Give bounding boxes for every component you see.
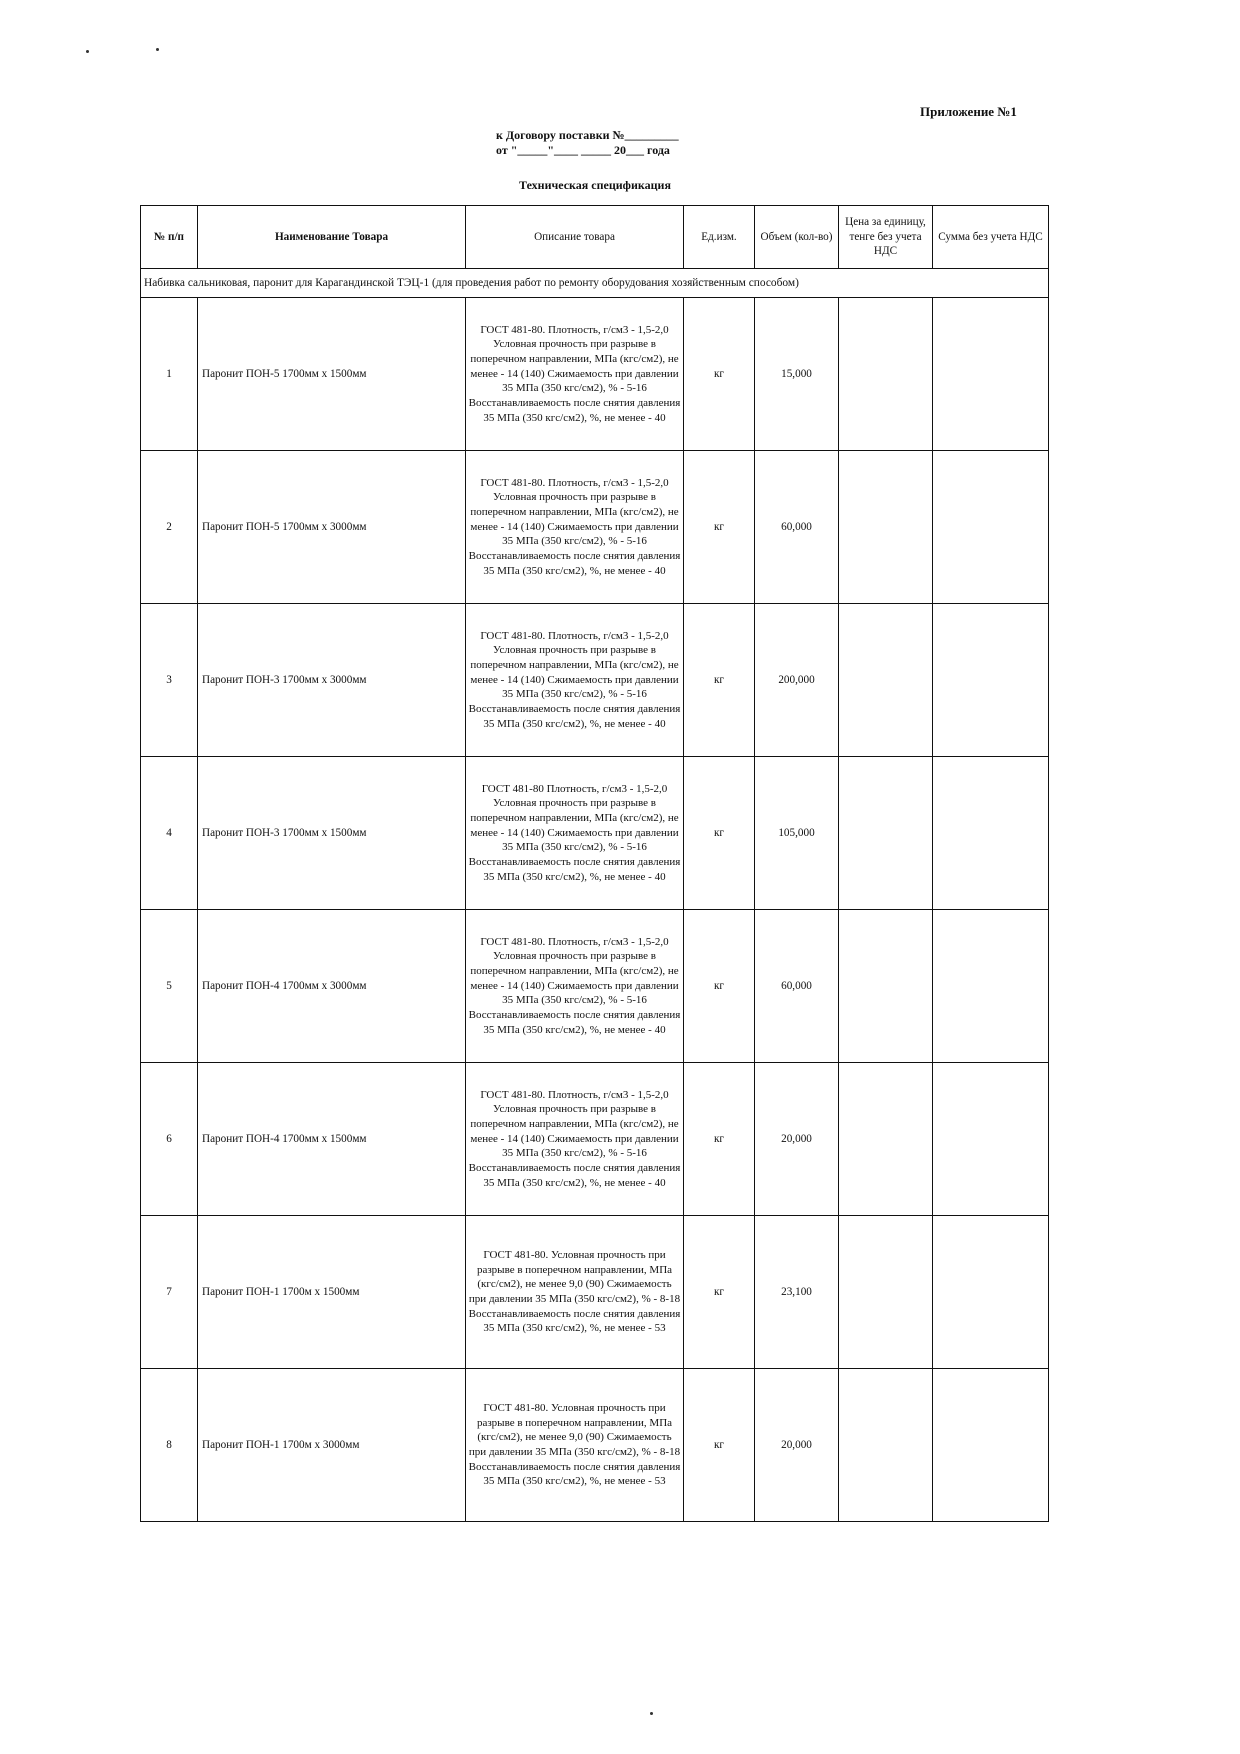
item-unit: кг: [684, 604, 755, 757]
item-sum: [933, 1063, 1049, 1216]
item-quantity: 20,000: [755, 1063, 839, 1216]
col-header-number: № п/п: [141, 206, 198, 269]
row-number: 6: [141, 1063, 198, 1216]
item-name: Паронит ПОН-4 1700мм x 3000мм: [198, 910, 466, 1063]
table-header-row: [141, 206, 1049, 269]
row-number: 8: [141, 1369, 198, 1522]
item-unit: кг: [684, 451, 755, 604]
item-description: ГОСТ 481-80. Условная прочность при разрыве в поперечном направлении, МПа (кгс/см2), не менее 9,0 (90) Сжимаемость при давлении 35 МПа (350 кгс/см2), % - 8-18 Восстанавливаемость после снятия давления 35 МПа (350 кгс/см2), %, не менее - 53: [466, 1216, 684, 1369]
contract-date-line: от "_____"____ _____ 20___ года: [496, 143, 670, 157]
item-unit-price: [839, 604, 933, 757]
item-name: Паронит ПОН-4 1700мм x 1500мм: [198, 1063, 466, 1216]
item-unit-price: [839, 298, 933, 451]
spec-title: Техническая спецификация: [519, 178, 671, 192]
item-unit-price: [839, 1063, 933, 1216]
row-number: 5: [141, 910, 198, 1063]
table-row: [141, 1369, 1049, 1522]
row-number: 1: [141, 298, 198, 451]
specification-table: [140, 205, 1049, 1522]
item-unit: кг: [684, 298, 755, 451]
item-description: ГОСТ 481-80. Плотность, г/см3 - 1,5-2,0 Условная прочность при разрыве в поперечном направлении, МПа (кгс/см2), не менее - 14 (140) Сжимаемость при давлении 35 МПа (350 кгс/см2), % - 5-16 Восстанавливаемость после снятия давления 35 МПа (350 кгс/см2), %, не менее - 40: [466, 298, 684, 451]
item-unit: кг: [684, 757, 755, 910]
row-number: 2: [141, 451, 198, 604]
item-description: ГОСТ 481-80. Плотность, г/см3 - 1,5-2,0 Условная прочность при разрыве в поперечном направлении, МПа (кгс/см2), не менее - 14 (140) Сжимаемость при давлении 35 МПа (350 кгс/см2), % - 5-16 Восстанавливаемость после снятия давления 35 МПа (350 кгс/см2), %, не менее - 40: [466, 1063, 684, 1216]
col-header-unit-price: Цена за единицу, тенге без учета НДС: [839, 206, 933, 269]
item-sum: [933, 1369, 1049, 1522]
item-description: ГОСТ 481-80 Плотность, г/см3 - 1,5-2,0 Условная прочность при разрыве в поперечном направлении, МПа (кгс/см2), не менее - 14 (140) Сжимаемость при давлении 35 МПа (350 кгс/см2), % - 5-16 Восстанавливаемость после снятия давления 35 МПа (350 кгс/см2), %, не менее - 40: [466, 757, 684, 910]
item-sum: [933, 757, 1049, 910]
table-row: [141, 1216, 1049, 1369]
item-sum: [933, 910, 1049, 1063]
item-quantity: 60,000: [755, 910, 839, 1063]
item-unit-price: [839, 910, 933, 1063]
scan-speck: [650, 1712, 653, 1715]
table-row: [141, 1063, 1049, 1216]
item-unit: кг: [684, 1063, 755, 1216]
row-number: 3: [141, 604, 198, 757]
item-unit-price: [839, 451, 933, 604]
item-unit-price: [839, 1369, 933, 1522]
scan-speck: [86, 50, 89, 53]
item-quantity: 23,100: [755, 1216, 839, 1369]
item-quantity: 60,000: [755, 451, 839, 604]
col-header-unit: Ед.изм.: [684, 206, 755, 269]
item-unit-price: [839, 1216, 933, 1369]
row-number: 4: [141, 757, 198, 910]
item-description: ГОСТ 481-80. Плотность, г/см3 - 1,5-2,0 Условная прочность при разрыве в поперечном направлении, МПа (кгс/см2), не менее - 14 (140) Сжимаемость при давлении 35 МПа (350 кгс/см2), % - 5-16 Восстанавливаемость после снятия давления 35 МПа (350 кгс/см2), %, не менее - 40: [466, 451, 684, 604]
table-row: [141, 298, 1049, 451]
item-description: ГОСТ 481-80. Плотность, г/см3 - 1,5-2,0 Условная прочность при разрыве в поперечном направлении, МПа (кгс/см2), не менее - 14 (140) Сжимаемость при давлении 35 МПа (350 кгс/см2), % - 5-16 Восстанавливаемость после снятия давления 35 МПа (350 кгс/см2), %, не менее - 40: [466, 910, 684, 1063]
col-header-sum: Сумма без учета НДС: [933, 206, 1049, 269]
item-quantity: 15,000: [755, 298, 839, 451]
col-header-description: Описание товара: [466, 206, 684, 269]
contract-reference: [496, 128, 679, 158]
table-row: [141, 451, 1049, 604]
item-description: ГОСТ 481-80. Условная прочность при разрыве в поперечном направлении, МПа (кгс/см2), не менее 9,0 (90) Сжимаемость при давлении 35 МПа (350 кгс/см2), % - 8-18 Восстанавливаемость после снятия давления 35 МПа (350 кгс/см2), %, не менее - 53: [466, 1369, 684, 1522]
col-header-quantity: Объем (кол-во): [755, 206, 839, 269]
col-header-name: Наименование Товара: [198, 206, 466, 269]
item-quantity: 105,000: [755, 757, 839, 910]
item-name: Паронит ПОН-1 1700м x 3000мм: [198, 1369, 466, 1522]
table-row: [141, 604, 1049, 757]
section-title: Набивка сальниковая, паронит для Карагандинской ТЭЦ-1 (для проведения работ по ремонту оборудования хозяйственным способом): [141, 269, 1049, 298]
item-unit: кг: [684, 1369, 755, 1522]
item-unit: кг: [684, 1216, 755, 1369]
item-name: Паронит ПОН-3 1700мм x 1500мм: [198, 757, 466, 910]
item-name: Паронит ПОН-5 1700мм x 1500мм: [198, 298, 466, 451]
appendix-label: Приложение №1: [920, 104, 1017, 119]
section-row: [141, 269, 1049, 298]
item-name: Паронит ПОН-5 1700мм x 3000мм: [198, 451, 466, 604]
item-quantity: 200,000: [755, 604, 839, 757]
item-unit-price: [839, 757, 933, 910]
item-name: Паронит ПОН-3 1700мм x 3000мм: [198, 604, 466, 757]
item-quantity: 20,000: [755, 1369, 839, 1522]
item-name: Паронит ПОН-1 1700м x 1500мм: [198, 1216, 466, 1369]
row-number: 7: [141, 1216, 198, 1369]
scan-speck: [156, 48, 159, 51]
item-unit: кг: [684, 910, 755, 1063]
item-sum: [933, 298, 1049, 451]
contract-number-line: к Договору поставки №_________: [496, 128, 679, 142]
item-sum: [933, 1216, 1049, 1369]
item-sum: [933, 451, 1049, 604]
table-row: [141, 910, 1049, 1063]
item-description: ГОСТ 481-80. Плотность, г/см3 - 1,5-2,0 Условная прочность при разрыве в поперечном направлении, МПа (кгс/см2), не менее - 14 (140) Сжимаемость при давлении 35 МПа (350 кгс/см2), % - 5-16 Восстанавливаемость после снятия давления 35 МПа (350 кгс/см2), %, не менее - 40: [466, 604, 684, 757]
item-sum: [933, 604, 1049, 757]
table-row: [141, 757, 1049, 910]
